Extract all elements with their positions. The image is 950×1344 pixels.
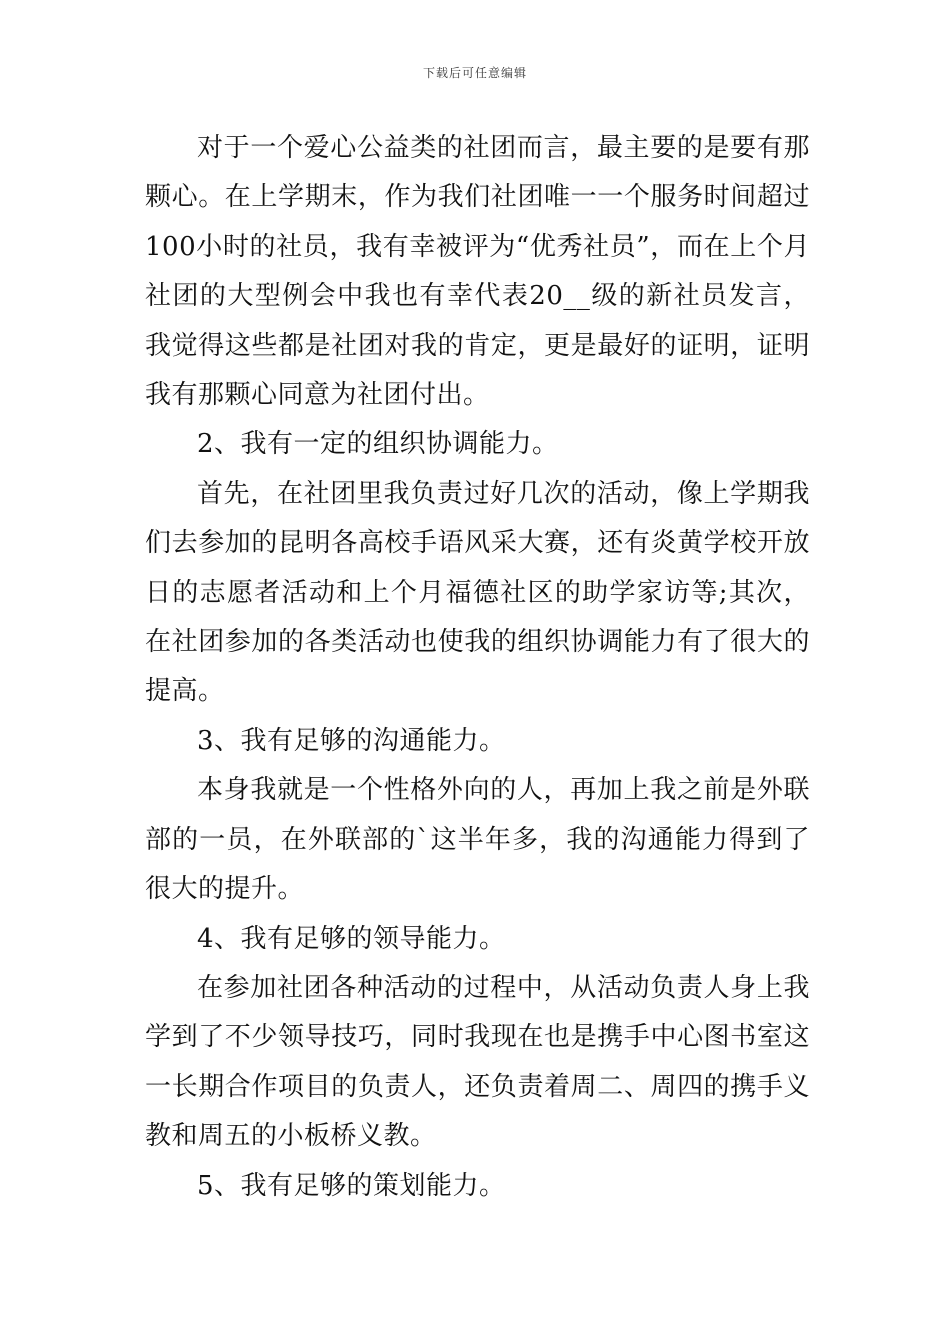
- heading-communication-ability: 3、我有足够的沟通能力。: [197, 725, 506, 756]
- heading-planning-ability: 5、我有足够的策划能力。: [197, 1170, 506, 1201]
- paragraph-organization: 首先，在社团里我负责过好几次的活动，像上学期我们去参加的昆明各高校手语风采大赛，还有炎黄学校开放日的志愿者活动和上个月福德社区的助学家访等;其次，在社团参加的各类活动也使我的组织协调能力有了很大的提高。: [145, 478, 810, 707]
- paragraph-commitment: 对于一个爱心公益类的社团而言，最主要的是要有那颗心。在上学期末，作为我们社团唯一一个服务时间超过100小时的社员，我有幸被评为“优秀社员”，而在上个月社团的大型例会中我也有幸代表20__级的新社员发言，我觉得这些都是社团对我的肯定，更是最好的证明，证明我有那颗心同意为社团付出。: [145, 133, 810, 411]
- paragraph-leadership: 在参加社团各种活动的过程中，从活动负责人身上我学到了不少领导技巧，同时我现在也是携手中心图书室这一长期合作项目的负责人，还负责着周二、周四的携手义教和周五的小板桥义教。: [145, 972, 810, 1152]
- heading-leadership-ability: 4、我有足够的领导能力。: [197, 923, 506, 954]
- document-body: [145, 124, 810, 1211]
- header-note: 下载后可任意编辑: [422, 66, 527, 80]
- paragraph-communication: 本身我就是一个性格外向的人，再加上我之前是外联部的一员，在外联部的`这半年多，我的沟通能力得到了很大的提升。: [145, 775, 810, 905]
- heading-organization-ability: 2、我有一定的组织协调能力。: [197, 429, 559, 460]
